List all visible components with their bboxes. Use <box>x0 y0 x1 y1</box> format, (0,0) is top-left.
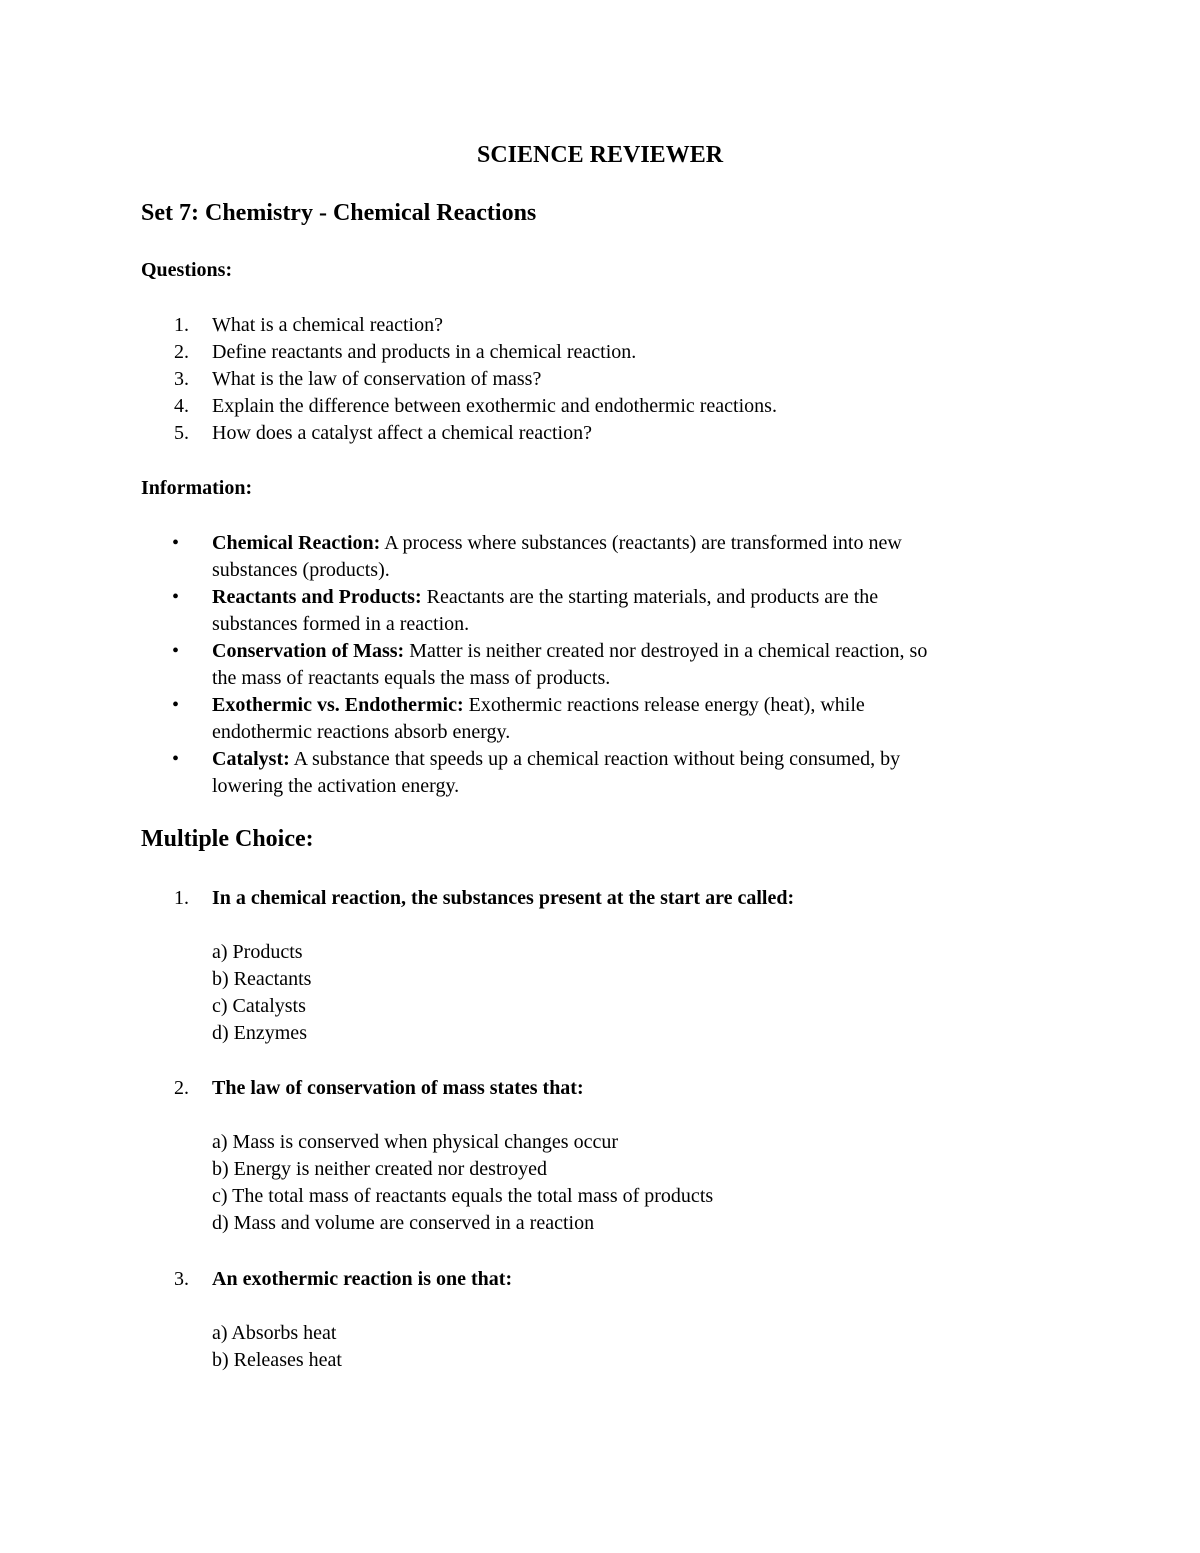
mc-question-number: 3. <box>174 1268 189 1290</box>
bullet-icon: • <box>172 748 180 770</box>
bullet-icon: • <box>172 586 180 608</box>
mc-option: a) Products <box>212 941 303 963</box>
info-definition: Reactants are the starting materials, and products are the <box>421 586 879 608</box>
info-term: Chemical Reaction: <box>212 532 381 554</box>
mc-question-text: In a chemical reaction, the substances present at the start are called: <box>212 887 795 909</box>
information-label: Information: <box>141 477 253 499</box>
info-term: Reactants and Products: <box>212 586 422 608</box>
mc-option: d) Enzymes <box>212 1022 307 1044</box>
info-item-line <box>212 584 878 611</box>
info-item-line <box>212 746 900 773</box>
mc-question-text: The law of conservation of mass states that: <box>212 1077 584 1099</box>
mc-question-number: 2. <box>174 1077 189 1099</box>
question-number: 1. <box>174 314 189 336</box>
mc-option: b) Reactants <box>212 968 312 990</box>
info-definition: A substance that speeds up a chemical reaction without being consumed, by <box>289 748 901 770</box>
bullet-icon: • <box>172 694 180 716</box>
info-definition: A process where substances (reactants) are transformed into new <box>380 532 902 554</box>
document-title: SCIENCE REVIEWER <box>476 142 724 168</box>
info-definition-continued: substances formed in a reaction. <box>212 613 470 635</box>
question-text: What is the law of conservation of mass? <box>212 368 542 390</box>
mc-option: a) Mass is conserved when physical changes occur <box>212 1131 618 1153</box>
info-definition: Exothermic reactions release energy (heat), while <box>463 694 865 716</box>
info-definition-continued: the mass of reactants equals the mass of products. <box>212 667 611 689</box>
info-definition-continued: lowering the activation energy. <box>212 775 460 797</box>
info-term: Conservation of Mass: <box>212 640 405 662</box>
info-term: Catalyst: <box>212 748 290 770</box>
info-definition: Matter is neither created nor destroyed in a chemical reaction, so <box>404 640 928 662</box>
set-title: Set 7: Chemistry - Chemical Reactions <box>141 200 537 226</box>
question-text: How does a catalyst affect a chemical reaction? <box>212 422 592 444</box>
info-item-line <box>212 530 902 557</box>
question-text: What is a chemical reaction? <box>212 314 443 336</box>
multiple-choice-heading: Multiple Choice: <box>141 826 314 852</box>
mc-option: c) The total mass of reactants equals the total mass of products <box>212 1185 714 1207</box>
mc-option: b) Releases heat <box>212 1349 342 1371</box>
question-number: 3. <box>174 368 189 390</box>
question-number: 2. <box>174 341 189 363</box>
question-text: Explain the difference between exothermic and endothermic reactions. <box>212 395 777 417</box>
mc-question-number: 1. <box>174 887 189 909</box>
mc-question-text: An exothermic reaction is one that: <box>212 1268 513 1290</box>
info-definition-continued: endothermic reactions absorb energy. <box>212 721 511 743</box>
question-number: 4. <box>174 395 189 417</box>
mc-option: b) Energy is neither created nor destroyed <box>212 1158 548 1180</box>
info-item-line <box>212 692 865 719</box>
info-item-line <box>212 638 927 665</box>
mc-option: a) Absorbs heat <box>212 1322 337 1344</box>
bullet-icon: • <box>172 532 180 554</box>
question-text: Define reactants and products in a chemical reaction. <box>212 341 637 363</box>
question-number: 5. <box>174 422 189 444</box>
info-term: Exothermic vs. Endothermic: <box>212 694 464 716</box>
bullet-icon: • <box>172 640 180 662</box>
mc-option: d) Mass and volume are conserved in a reaction <box>212 1212 595 1234</box>
mc-option: c) Catalysts <box>212 995 306 1017</box>
questions-label: Questions: <box>141 259 233 281</box>
info-definition-continued: substances (products). <box>212 559 390 581</box>
